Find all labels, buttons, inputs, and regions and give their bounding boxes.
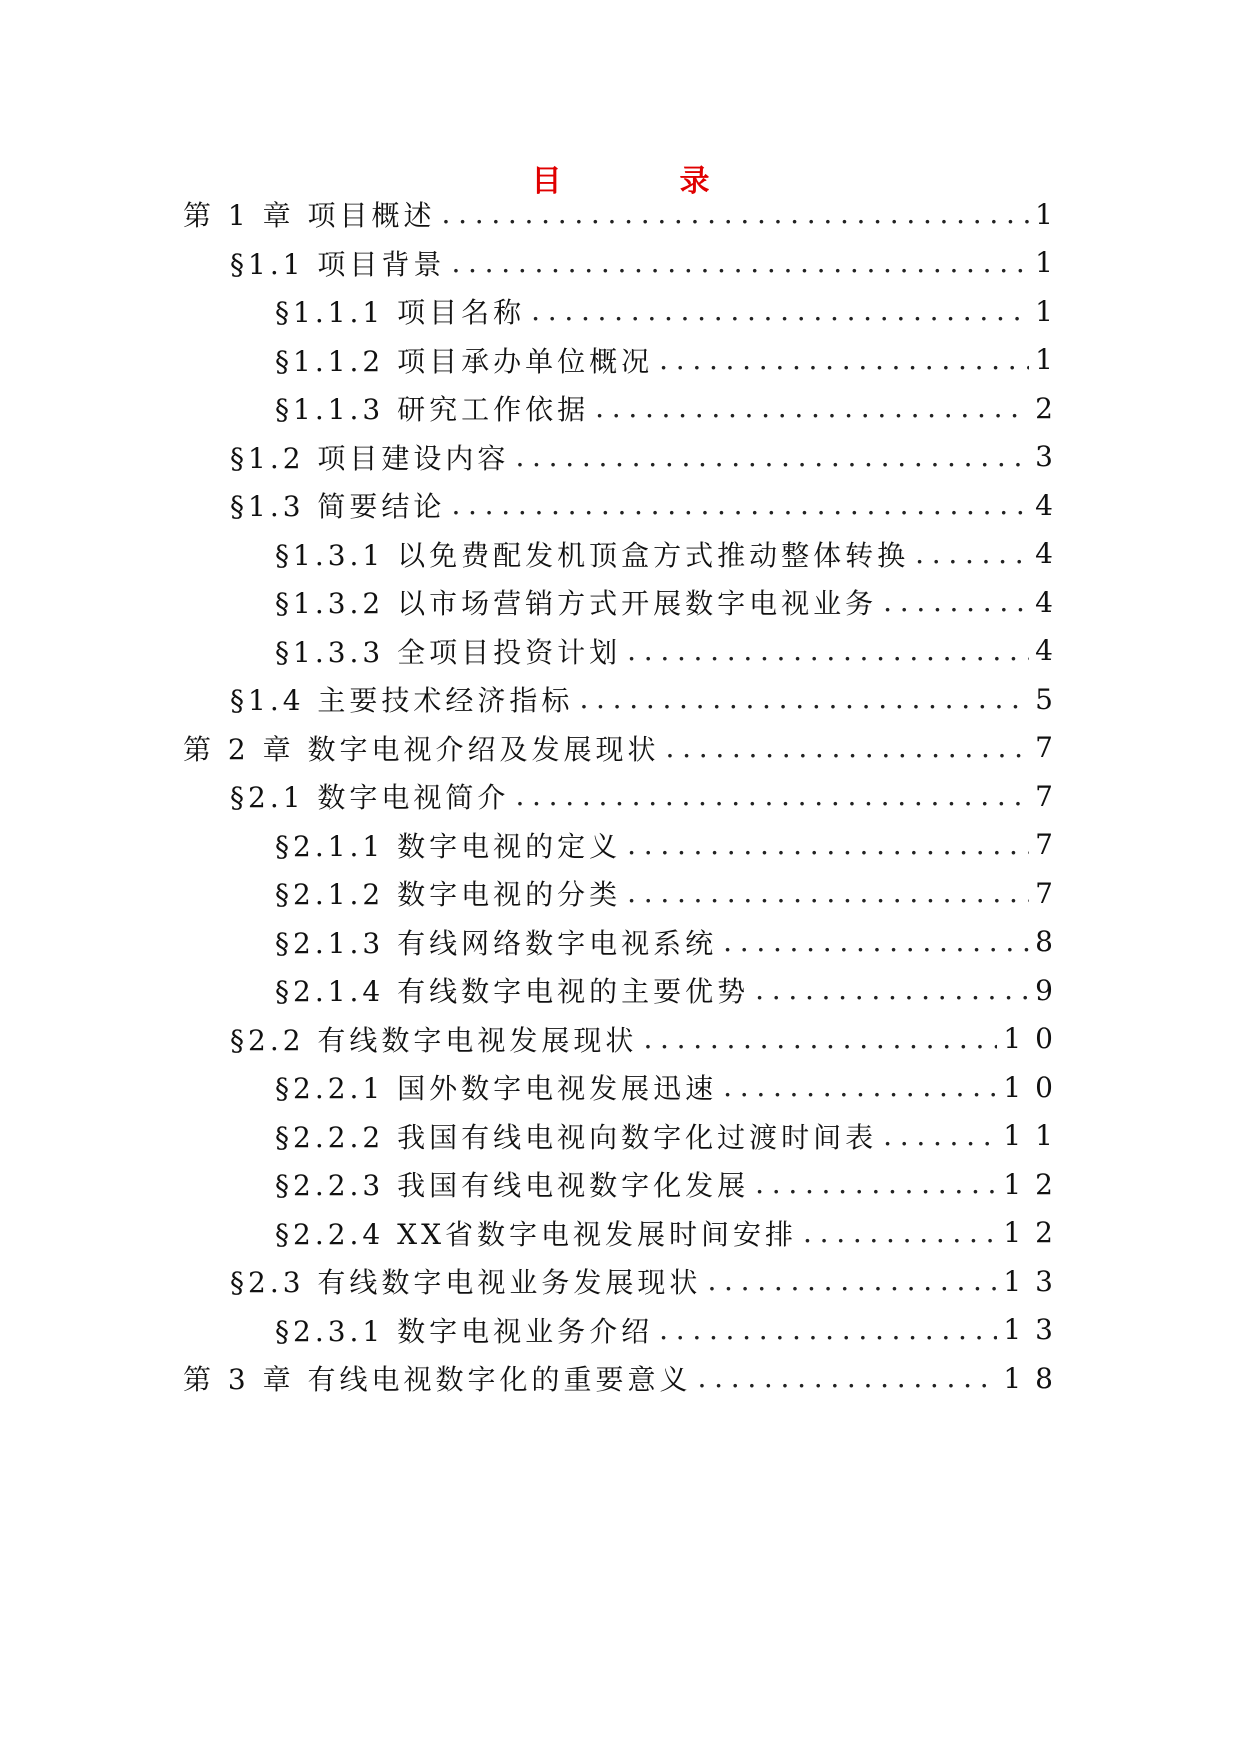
dot-leader: [595, 381, 1029, 435]
toc-entry-label: §1.1.1 项目名称: [275, 296, 526, 329]
toc-entry-page-number: 12: [1003, 1167, 1067, 1201]
toc-entry[interactable]: [230, 430, 1067, 484]
toc-entry[interactable]: [275, 527, 1067, 581]
dot-leader: [659, 333, 1029, 387]
toc-entry-page-number: 1: [1035, 246, 1067, 279]
dot-leader: [659, 1303, 997, 1357]
toc-entry[interactable]: [275, 1157, 1067, 1211]
dot-leader: [531, 284, 1029, 338]
toc-entry[interactable]: [183, 1351, 1067, 1405]
toc-entry-label: §1.2 项目建设内容: [230, 441, 510, 475]
dot-leader: [451, 236, 1029, 290]
toc-entry[interactable]: [230, 236, 1067, 290]
dot-leader: [803, 1206, 997, 1260]
toc-entry-page-number: 18: [1003, 1361, 1067, 1395]
toc-entry-label: 第 3 章 有线电视数字化的重要意义: [183, 1363, 692, 1396]
toc-entry-page-number: 1: [1035, 294, 1067, 328]
dot-leader: [915, 527, 1029, 581]
dot-leader: [755, 963, 1029, 1017]
toc-entry-label: 第 1 章 项目概述: [183, 199, 436, 232]
toc-entry-label: §1.1 项目背景: [230, 247, 446, 281]
toc-entry-page-number: 3: [1035, 440, 1067, 473]
toc-entry-label: §1.3 简要结论: [230, 490, 446, 523]
toc-entry-page-number: 4: [1035, 537, 1067, 570]
toc-entry[interactable]: [275, 915, 1067, 969]
toc-entry-page-number: 10: [1003, 1070, 1067, 1104]
toc-entry-page-number: 13: [1003, 1264, 1067, 1298]
toc-entry-page-number: 7: [1035, 731, 1067, 764]
toc-entry[interactable]: [275, 624, 1067, 678]
toc-entry-label: §2.2.1 国外数字电视发展迅速: [275, 1072, 718, 1105]
dot-leader: [707, 1254, 997, 1308]
dot-leader: [666, 721, 1030, 775]
toc-entry-page-number: 4: [1035, 585, 1067, 619]
toc-entry-page-number: 7: [1035, 876, 1067, 910]
toc-entry-label: §1.3.2 以市场营销方式开展数字电视业务: [275, 587, 878, 620]
toc-entry-label: §2.1.1 数字电视的定义: [275, 829, 622, 863]
toc-entry[interactable]: [275, 1060, 1067, 1114]
dot-leader: [451, 478, 1029, 532]
toc-entry[interactable]: [275, 963, 1067, 1017]
toc-title: 目录: [531, 164, 828, 199]
toc-entry-page-number: 2: [1035, 391, 1067, 425]
toc-entry-page-number: 5: [1035, 682, 1067, 716]
dot-leader: [627, 818, 1029, 872]
toc-entry-label: §2.2.3 我国有线电视数字化发展: [275, 1169, 750, 1202]
toc-entry[interactable]: [183, 721, 1067, 775]
toc-entry-label: §2.2 有线数字电视发展现状: [230, 1023, 638, 1057]
toc-entry-label: §1.1.3 研究工作依据: [275, 393, 590, 426]
toc-entry[interactable]: [275, 575, 1067, 629]
toc-entry[interactable]: [275, 1303, 1067, 1357]
dot-leader: [579, 672, 1029, 726]
toc-entry-page-number: 11: [1003, 1119, 1067, 1152]
dot-leader: [515, 430, 1029, 484]
toc-entry[interactable]: [183, 187, 1067, 241]
dot-leader: [643, 1012, 997, 1066]
toc-entry[interactable]: [230, 769, 1067, 823]
toc-entry-label: §1.3.3 全项目投资计划: [275, 635, 622, 669]
toc-entry-label: §2.3 有线数字电视业务发展现状: [230, 1266, 702, 1299]
dot-leader: [755, 1157, 997, 1211]
toc-entry-page-number: 12: [1003, 1216, 1067, 1249]
toc-entry-label: §2.1.2 数字电视的分类: [275, 878, 622, 911]
toc-entry-label: §2.1.3 有线网络数字电视系统: [275, 926, 718, 960]
toc-entry[interactable]: [275, 284, 1067, 338]
toc-entry[interactable]: [275, 1206, 1067, 1260]
toc-entry-page-number: 7: [1035, 779, 1067, 813]
toc-entry-page-number: 8: [1035, 925, 1067, 958]
toc-entry-label: §2.2.2 我国有线电视向数字化过渡时间表: [275, 1120, 878, 1154]
toc-entry-page-number: 4: [1035, 634, 1067, 667]
toc-entry-label: §2.1.4 有线数字电视的主要优势: [275, 975, 750, 1008]
toc-entry-label: §1.4 主要技术经济指标: [230, 684, 574, 717]
toc-entry[interactable]: [230, 1254, 1067, 1308]
dot-leader: [698, 1351, 998, 1405]
toc-entry-page-number: 7: [1035, 828, 1067, 861]
toc-entry-label: 第 2 章 数字电视介绍及发展现状: [183, 732, 660, 766]
toc-entry-label: §1.3.1 以免费配发机顶盒方式推动整体转换: [275, 538, 910, 572]
dot-leader: [883, 1109, 997, 1163]
toc-entry[interactable]: [275, 1109, 1067, 1163]
dot-leader: [442, 187, 1030, 241]
dot-leader: [627, 866, 1029, 920]
toc-entry[interactable]: [275, 818, 1067, 872]
toc-entry[interactable]: [230, 478, 1067, 532]
toc-entry-page-number: 4: [1035, 488, 1067, 522]
dot-leader: [723, 1060, 997, 1114]
toc-entry-label: §2.3.1 数字电视业务介绍: [275, 1314, 654, 1348]
dot-leader: [723, 915, 1029, 969]
toc-entry-label: §1.1.2 项目承办单位概况: [275, 344, 654, 378]
toc-entry[interactable]: [275, 381, 1067, 435]
toc-entry[interactable]: [275, 333, 1067, 387]
dot-leader: [627, 624, 1029, 678]
dot-leader: [883, 575, 1029, 629]
toc-entry[interactable]: [230, 1012, 1067, 1066]
toc-entry[interactable]: [275, 866, 1067, 920]
toc-entry[interactable]: [230, 672, 1067, 726]
toc-entry-page-number: 1: [1035, 197, 1067, 231]
toc-entry-label: §2.2.4 XX省数字电视发展时间安排: [275, 1217, 798, 1251]
dot-leader: [515, 769, 1029, 823]
toc-entry-label: §2.1 数字电视简介: [230, 781, 510, 814]
toc-entry-page-number: 9: [1035, 973, 1067, 1007]
toc-entry-page-number: 13: [1003, 1313, 1067, 1346]
toc-entry-page-number: 1: [1035, 343, 1067, 376]
toc-entry-page-number: 10: [1003, 1022, 1067, 1055]
